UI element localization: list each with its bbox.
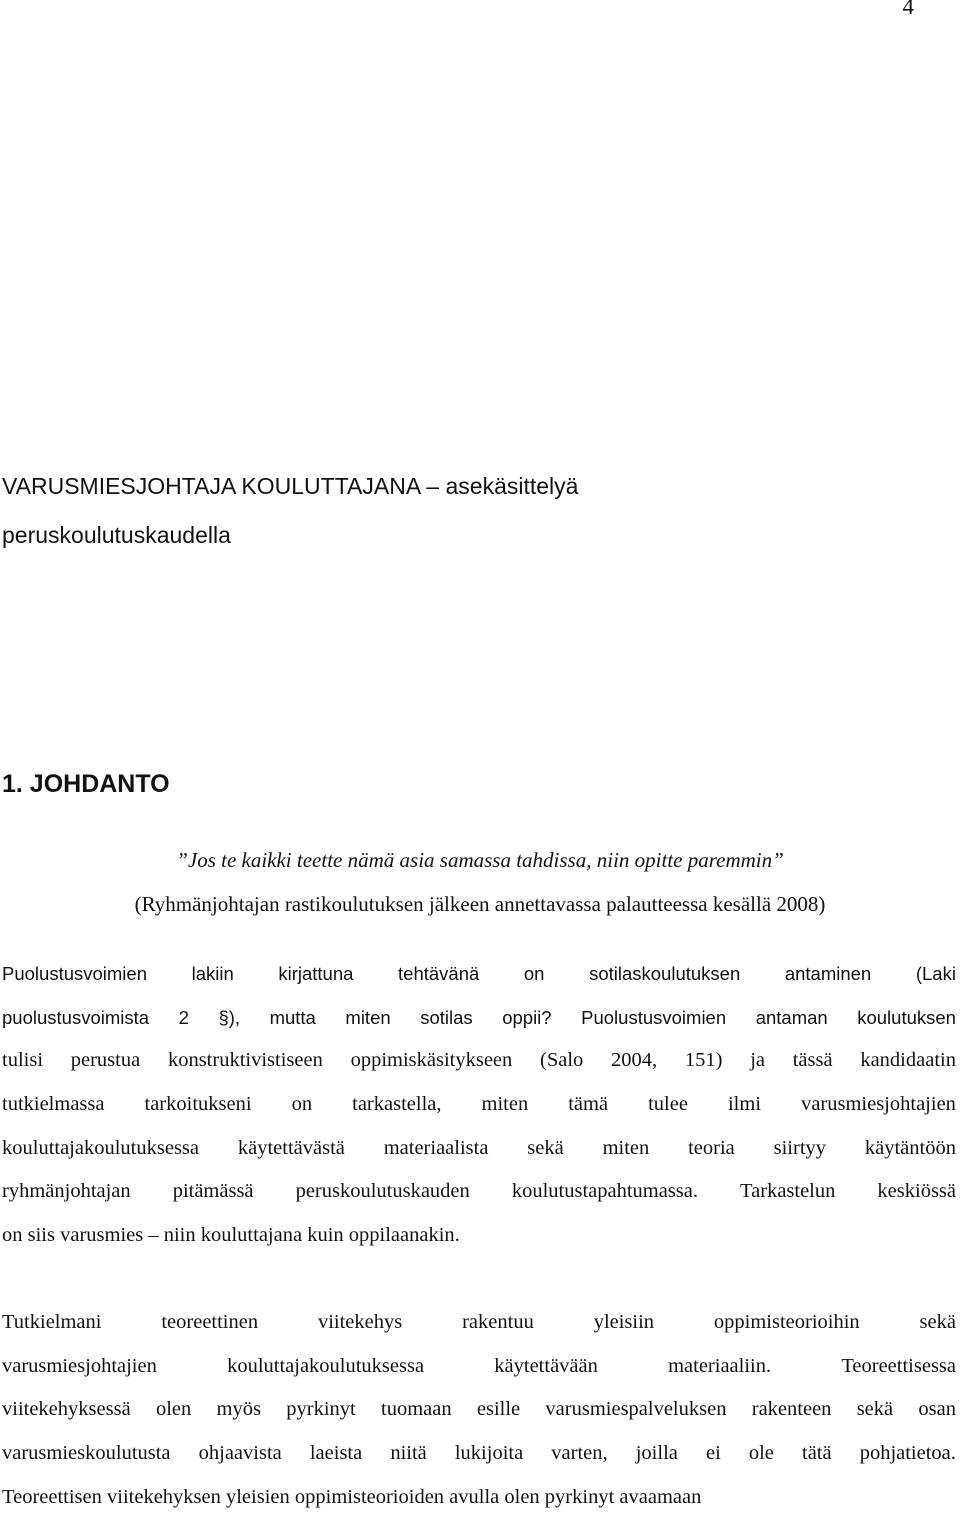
- word: keskiössä: [877, 1180, 956, 1203]
- title-line-2: peruskoulutuskaudella: [2, 522, 231, 548]
- epigraph-source: (Ryhmänjohtajan rastikoulutuksen jälkeen annettavassa palautteessa kesällä 2008): [134, 892, 826, 916]
- paragraph-line: [2, 1170, 956, 1214]
- word: teoreettinen: [161, 1311, 259, 1333]
- word: ohjaavista: [198, 1442, 282, 1465]
- word: ryhmänjohtajan: [2, 1180, 131, 1203]
- word: perustua: [70, 1049, 141, 1072]
- word: käytettävästä: [237, 1136, 345, 1159]
- word: koulutustapahtumassa.: [511, 1180, 699, 1203]
- word: 151): [684, 1049, 723, 1072]
- word: ja: [750, 1049, 765, 1072]
- word: osan: [918, 1398, 956, 1421]
- paragraph-2: [2, 1301, 956, 1519]
- word: olen: [155, 1398, 192, 1421]
- word: on: [523, 963, 545, 984]
- word: peruskoulutuskauden: [295, 1180, 470, 1203]
- word: miten: [345, 1006, 391, 1028]
- word: Tutkielmani: [2, 1311, 102, 1333]
- word: materiaaliin.: [668, 1354, 772, 1377]
- word: kouluttajakoulutuksessa: [2, 1136, 200, 1159]
- epigraph-quote: ”Jos te kaikki teette nämä asia samassa tahdissa, niin opitte paremmin”: [176, 848, 784, 872]
- word: tulisi: [2, 1049, 44, 1072]
- paragraph-line: [2, 1083, 956, 1127]
- word: Tarkastelun: [740, 1180, 836, 1203]
- word: 2004,: [611, 1049, 658, 1072]
- paragraph-line: on siis varusmies – niin kouluttajana kuin oppilaanakin.: [2, 1224, 460, 1247]
- word: varten,: [551, 1442, 608, 1465]
- paragraph-line: [2, 1127, 956, 1171]
- word: tarkoitukseni: [144, 1093, 252, 1116]
- word: Puolustusvoimien: [2, 963, 147, 984]
- word: antaminen: [784, 963, 872, 984]
- word: on: [291, 1093, 313, 1116]
- word: tässä: [792, 1049, 833, 1072]
- word: sekä: [856, 1398, 894, 1421]
- word: kouluttajakoulutuksessa: [227, 1354, 425, 1377]
- word: varusmiesjohtajien: [801, 1093, 956, 1116]
- word: tutkielmassa: [2, 1093, 105, 1116]
- word: lukijoita: [454, 1442, 524, 1465]
- word: pyrkinyt: [286, 1398, 356, 1421]
- word: ilmi: [727, 1093, 762, 1116]
- word: niitä: [390, 1442, 427, 1465]
- word: kirjattuna: [278, 963, 354, 984]
- paragraph-line: [2, 1345, 956, 1389]
- word: ei: [705, 1442, 721, 1465]
- epigraph: [0, 838, 960, 926]
- paragraph-line: [2, 996, 956, 1040]
- word: varusmiesjohtajien: [2, 1354, 157, 1377]
- word: sotilaskoulutuksen: [589, 963, 741, 984]
- word: oppii?: [502, 1006, 552, 1028]
- word: tätä: [802, 1442, 832, 1465]
- word: rakentuu: [462, 1311, 534, 1333]
- word: viitekehyksessä: [2, 1398, 131, 1421]
- word: mutta: [269, 1006, 316, 1028]
- word: käytäntöön: [864, 1136, 956, 1159]
- word: lakiin: [191, 963, 234, 984]
- word: yleisiin: [593, 1311, 655, 1333]
- word: puolustusvoimista: [2, 1006, 150, 1028]
- word: laeista: [309, 1442, 363, 1465]
- paragraph-line: [2, 1388, 956, 1432]
- word: tulee: [648, 1093, 688, 1116]
- paragraph-line: [2, 1039, 956, 1083]
- word: pitämässä: [172, 1180, 254, 1203]
- paragraph-line: [2, 1301, 956, 1345]
- word: tuomaan: [381, 1398, 452, 1421]
- word: konstruktivistiseen: [167, 1049, 323, 1072]
- page-number: 4: [902, 0, 914, 19]
- word: rakenteen: [751, 1398, 832, 1421]
- word: sekä: [527, 1136, 564, 1159]
- word: tarkastella,: [352, 1093, 442, 1116]
- word: teoria: [688, 1136, 735, 1159]
- word: pohjatietoa.: [859, 1442, 956, 1465]
- word: Puolustusvoimien: [581, 1006, 727, 1028]
- title-line-1: VARUSMIESJOHTAJA KOULUTTAJANA – asekäsittelyä: [2, 473, 579, 499]
- word: materiaalista: [383, 1136, 489, 1159]
- word: 2: [178, 1006, 189, 1028]
- word: oppimisteorioihin: [713, 1311, 860, 1333]
- word: oppimiskäsitykseen: [350, 1049, 513, 1072]
- word: siirtyy: [773, 1136, 827, 1159]
- word: varusmiespalveluksen: [545, 1398, 727, 1421]
- word: varusmieskoulutusta: [2, 1442, 171, 1465]
- word: käytettävään: [494, 1354, 598, 1377]
- word: miten: [481, 1093, 529, 1116]
- section-heading: 1. JOHDANTO: [2, 770, 170, 798]
- word: antaman: [755, 1006, 828, 1028]
- word: ole: [748, 1442, 774, 1465]
- word: §),: [218, 1006, 241, 1028]
- word: tehtävänä: [398, 963, 480, 984]
- document-title: [2, 462, 578, 560]
- word: miten: [602, 1136, 650, 1159]
- word: (Salo: [540, 1049, 584, 1072]
- word: joilla: [635, 1442, 678, 1465]
- word: Teoreettisessa: [841, 1354, 956, 1377]
- paragraph-line: Teoreettisen viitekehyksen yleisien oppimisteorioiden avulla olen pyrkinyt avaamaan: [2, 1485, 702, 1508]
- word: sekä: [919, 1311, 956, 1333]
- paragraph-1: [2, 952, 956, 1258]
- word: koulutuksen: [857, 1006, 956, 1028]
- word: kandidaatin: [860, 1049, 956, 1072]
- paragraph-line: [2, 1432, 956, 1476]
- word: esille: [476, 1398, 521, 1421]
- word: tämä: [568, 1093, 609, 1116]
- word: viitekehys: [317, 1311, 403, 1333]
- word: sotilas: [420, 1006, 473, 1028]
- word: myös: [216, 1398, 261, 1421]
- paragraph-line: [2, 952, 956, 996]
- word: (Laki: [915, 963, 956, 984]
